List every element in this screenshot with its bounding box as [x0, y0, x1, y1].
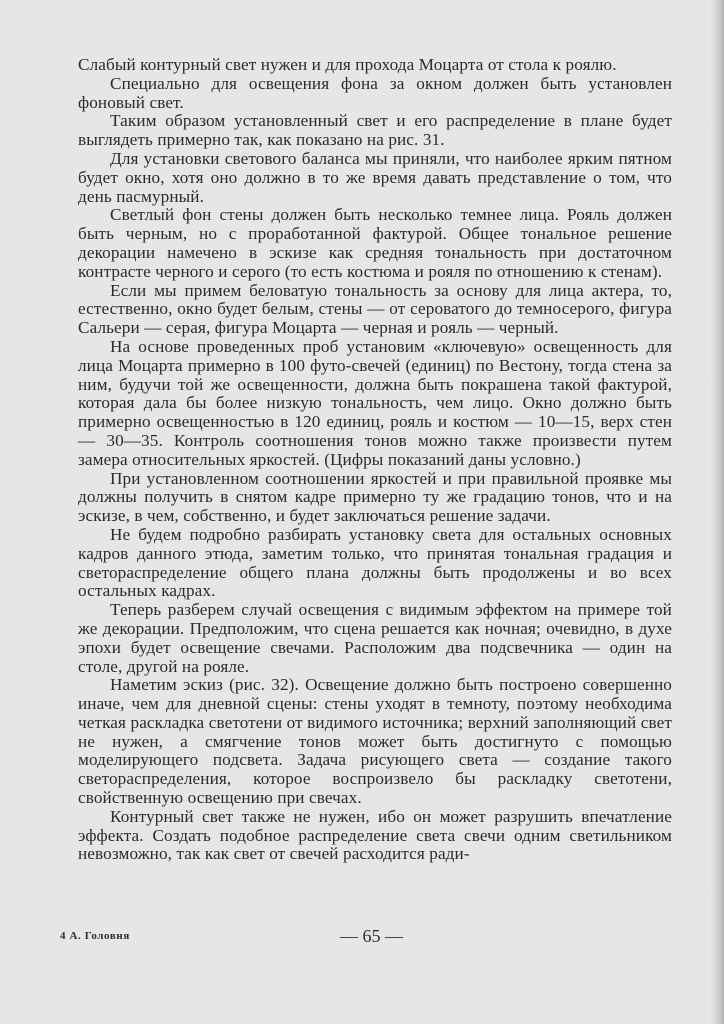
paragraph: Специально для освещения фона за окном должен быть установлен фоновый свет.	[78, 73, 672, 112]
paragraph: Для установки светового баланса мы приняли, что наиболее ярким пятном будет окно, хотя оно должно в то же время давать представление о том, что день пасмурный.	[78, 148, 672, 206]
body-text	[78, 56, 672, 864]
paragraph: На основе проведенных проб установим «ключевую» освещенность для лица Моцарта примерно в 100 футо-свечей (единиц) по Вестону, тогда стена за ним, будучи той же освещенности, должна быть покрашена такой фактурой, которая дала бы более низкую тональность, чем лицо. Окно должно быть примерно освещенностью в 120 единиц, рояль и костюм — 10—15, верх стен — 30—35. Контроль соотношения тонов можно также произвести путем замера относительных яркостей. (Цифры показаний даны условно.)	[78, 336, 672, 469]
paragraph: При установленном соотношении яркостей и при правильной проявке мы должны получить в снятом кадре примерно ту же градацию тонов, что и на эскизе, в чем, собственно, и будет заключаться решение задачи.	[78, 468, 672, 526]
paragraph: Теперь разберем случай освещения с видимым эффектом на примере той же декорации. Предположим, что сцена решается как ночная; очевидно, в духе эпохи будет освещение свечами. Расположим два подсвечника — один на столе, другой на рояле.	[78, 600, 672, 676]
paragraph: Светлый фон стены должен быть несколько темнее лица. Рояль должен быть черным, но с проработанной фактурой. Общее тональное решение декорации намечено в эскизе как средняя тональность при достаточном контрасте черного и серого (то есть костюма и рояля по отношению к стенам).	[78, 205, 672, 281]
paragraph: Если мы примем беловатую тональность за основу для лица актера, то, естественно, окно будет белым, стены — от сероватого до темносерого, фигура Сальери — серая, фигура Моцарта — черная и рояль — черный.	[78, 280, 672, 338]
page-footer	[60, 926, 680, 950]
spine-shadow	[710, 0, 724, 1024]
paragraph: Таким образом установленный свет и его распределение в плане будет выглядеть примерно так, как показано на рис. 31.	[78, 111, 672, 150]
paragraph: Контурный свет также не нужен, ибо он может разрушить впечатление эффекта. Создать подобное распределение света свечи одним светильником невозможно, так как свет от свечей расходится ради-	[78, 806, 672, 864]
paragraph: Не будем подробно разбирать установку света для остальных основных кадров данного этюда, заметим только, что принятая тональная градация и светораспределение общего плана должны быть продолжены и во всех остальных кадрах.	[78, 524, 672, 601]
paragraph: Наметим эскиз (рис. 32). Освещение должно быть построено совершенно иначе, чем для дневной сцены: стены уходят в темноту, поэтому необходима четкая раскладка светотени от видимого источника; верхний заполняющий свет не нужен, а смягчение тонов может быть достигнуто с помощью моделирующего подсвета. Задача рисующего света — создание такого светораспределения, которое воспроизвело бы раскладку светотени, свойственную освещению при свечах.	[78, 675, 672, 808]
signature-mark: 4 А. Головня	[60, 930, 130, 942]
page-number: — 65 —	[340, 926, 403, 946]
paragraph: Слабый контурный свет нужен и для прохода Моцарта от стола к роялю.	[78, 55, 617, 74]
